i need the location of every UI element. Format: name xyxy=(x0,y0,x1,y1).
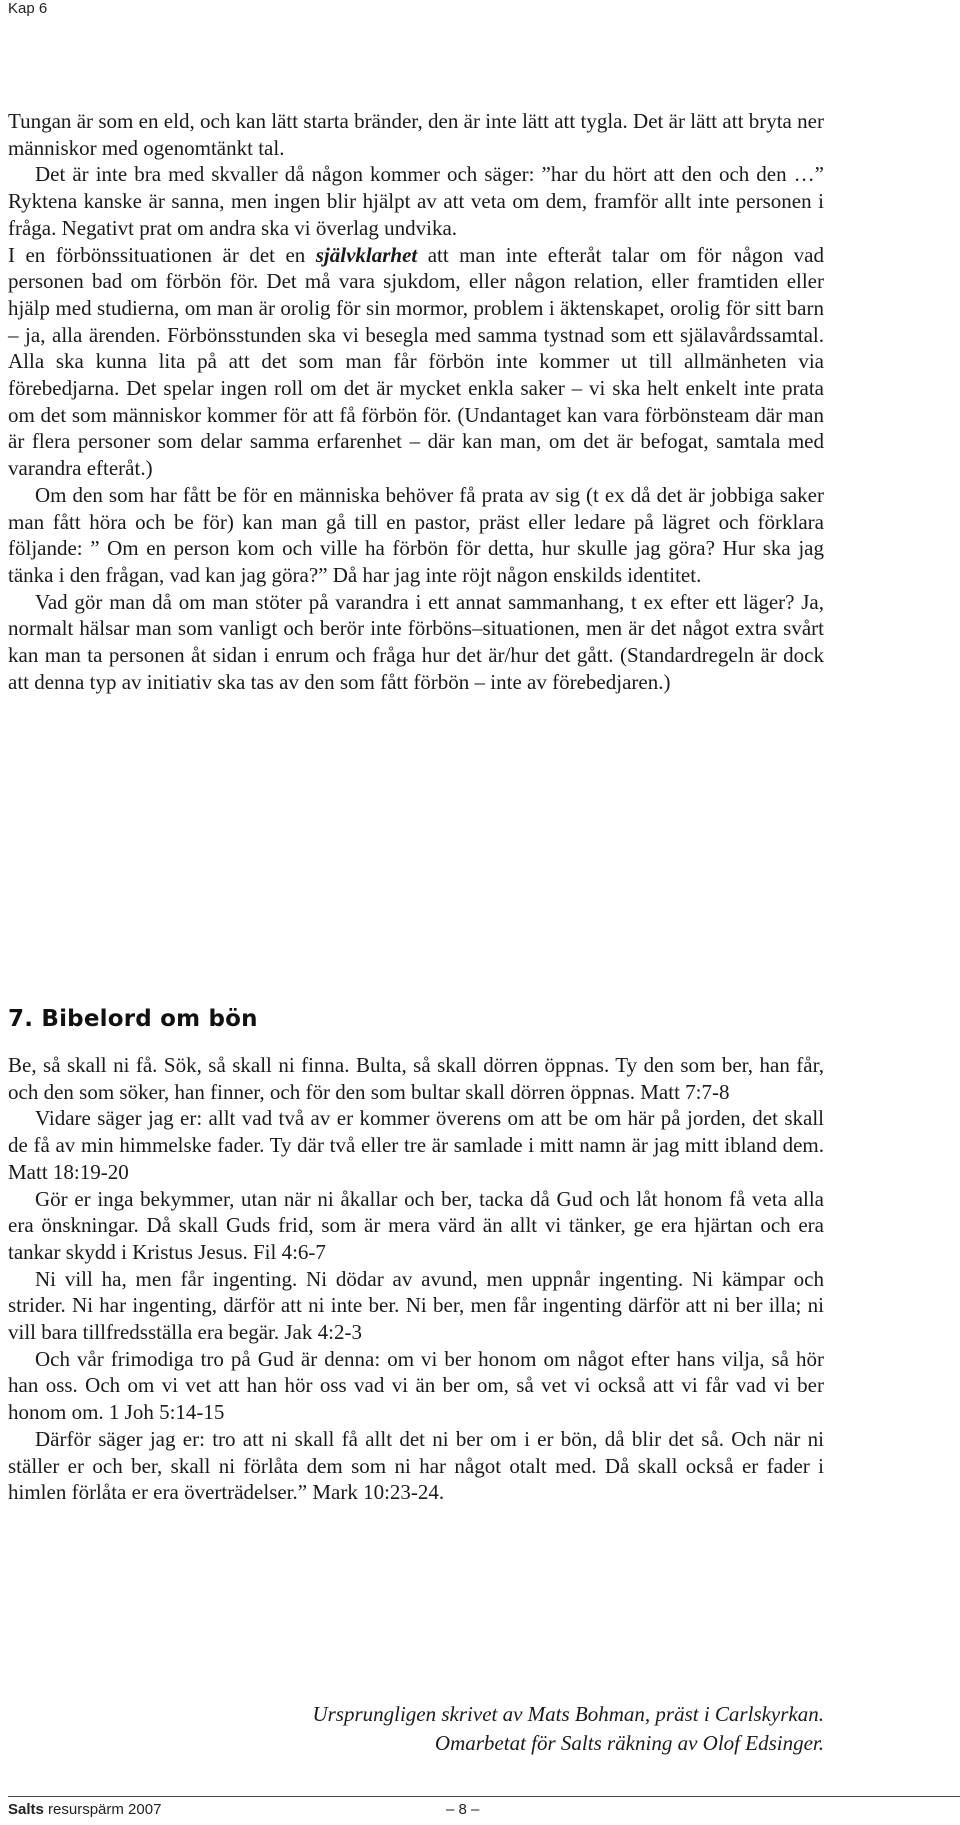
section-bible-verses xyxy=(8,1052,824,1506)
chapter-header: Kap 6 xyxy=(8,0,48,17)
footer-publication xyxy=(8,1801,161,1818)
verse-fil-4: Gör er inga bekymmer, utan när ni åkallar och ber, tacka då Gud och låt honom få veta alla era önskningar. Då skall Guds frid, som är mera värd än allt vi tänker, ge era hjärtan och era tankar skydd i Kristus Jesus. Fil 4:6-7 xyxy=(8,1186,824,1264)
emphasis-sjalvklarhet: självklarhet xyxy=(315,242,418,267)
verse-1joh-5: Och vår frimodiga tro på Gud är denna: om vi ber honom om något efter hans vilja, så hör han oss. Och om vi vet att han hör oss vad vi än ber om, så vet vi också att vi får vad vi ber honom om. 1 Joh 5:14-15 xyxy=(8,1346,824,1425)
verse-jak-4: Ni vill ha, men får ingenting. Ni dödar av avund, men uppnår ingenting. Ni kämpar och strider. Ni har ingenting, därför att ni inte ber. Ni ber, men får ingenting därför att ni ber illa; ni vill bara tillfredsställa era begär. Jak 4:2-3 xyxy=(8,1266,824,1345)
section-prayer-confidentiality xyxy=(8,108,824,695)
section-title-bibelord: 7. Bibelord om bön xyxy=(8,1006,258,1032)
footer-brand: Salts xyxy=(8,1801,44,1818)
paragraph-meeting-again: Vad gör man då om man stöter på varandra i ett annat sammanhang, t ex efter ett läger? Ja, normalt hälsar man som vanligt och berör inte förböns–situationen, men är det något extra svårt kan man ta personen åt sidan i enrum och fråga hur det är/hur det gått. (Standardregeln är dock att denna typ av initiativ ska tas av den som fått förbön – inte av förebedjaren.) xyxy=(8,589,824,694)
paragraph-confidentiality-start: I en förbönssituationen är det en xyxy=(8,242,316,267)
page-number: – 8 – xyxy=(446,1801,480,1818)
credit-original-author: Ursprungligen skrivet av Mats Bohman, präst i Carlskyrkan. xyxy=(312,1702,824,1726)
paragraph-gossip: Det är inte bra med skvaller då någon kommer och säger: ”har du hört att den och den …” Ryktena kanske är sanna, men ingen blir hjälpt av att veta om dem, framför allt inte personen i fråga. Negativt prat om andra ska vi överlag undvika. xyxy=(8,162,824,240)
verse-matt-7: Be, så skall ni få. Sök, så skall ni finna. Bulta, så skall dörren öppnas. Ty den som ber, han får, och den som söker, han finner, och för den som bultar skall dörren öppnas. Matt 7:7-8 xyxy=(8,1053,824,1104)
verse-mark-10: Därför säger jag er: tro att ni skall få allt det ni ber om i er bön, då blir det så. Och när ni ställer er och ber, skall ni förlåta dem som ni har något otalt med. Då skall också er fader i himlen förlåta er era överträdelser.” Mark 10:23-24. xyxy=(8,1426,824,1505)
paragraph-confidentiality xyxy=(8,242,824,482)
verse-matt-18: Vidare säger jag er: allt vad två av er kommer överens om att be om här på jorden, det skall de få av min himmelske fader. Ty där två eller tre är samlade i mitt namn är jag mitt ibland dem. Matt 18:19-20 xyxy=(8,1106,824,1184)
paragraph-talk-to-pastor: Om den som har fått be för en människa behöver få prata av sig (t ex då det är jobbiga saker man fått höra och be för) kan man gå till en pastor, präst eller ledare på lägret och förklara följande: ” Om en person kom och ville ha förbön för detta, hur skulle jag göra? Hur ska jag tänka i den frågan, vad kan jag göra?” Då har jag inte röjt någon enskilds identitet. xyxy=(8,482,824,587)
paragraph-tongue: Tungan är som en eld, och kan lätt starta bränder, den är inte lätt att tygla. Det är lätt att bryta ner människor med ogenomtänkt tal. xyxy=(8,109,824,160)
footer-divider xyxy=(8,1796,960,1797)
paragraph-confidentiality-rest: att man inte efteråt talar om för någon vad personen bad om förbön för. Det må vara sjukdom, eller någon relation, eller framtiden eller hjälp med studierna, om man är orolig för sin mormor, problem i äktenskapet, orolig för sitt barn – ja, alla ärenden. Förbönsstunden ska vi besegla med samma tystnad som ett själavårdssamtal. Alla ska kunna lita på att det som man får förbön inte kommer ut till allmänheten via förebedjarna. Det spelar ingen roll om det är mycket enkla saker – vi ska helt enkelt inte prata om det som människor kommer för att få förbön för. (Undantaget kan vara förbönsteam där man är flera personer som delar samma erfarenhet – där kan man, om det är befogat, samtala med varandra efteråt.) xyxy=(8,242,824,481)
footer-publication-name: resurspärm 2007 xyxy=(43,1801,162,1818)
credit-adapted-by: Omarbetat för Salts räkning av Olof Edsinger. xyxy=(434,1731,824,1755)
author-credits xyxy=(312,1700,824,1758)
